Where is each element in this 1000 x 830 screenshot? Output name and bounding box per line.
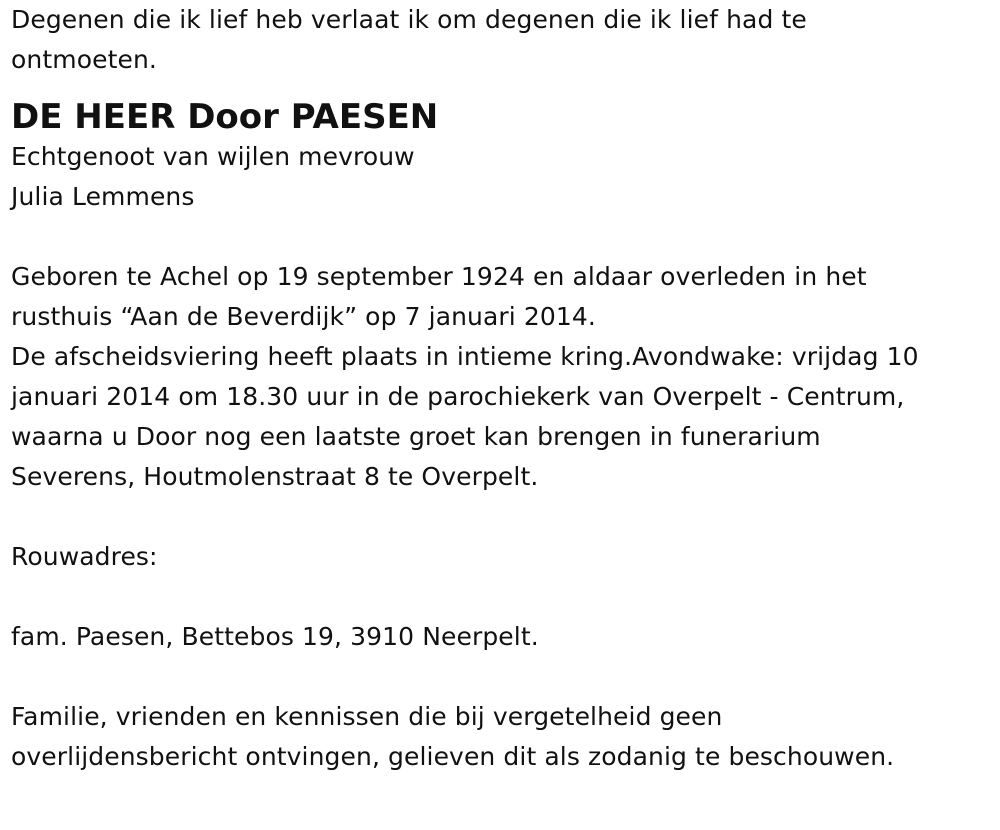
body-line: De afscheidsviering heeft plaats in intieme kring.Avondwake: vrijdag 10 xyxy=(11,342,919,371)
spouse-block xyxy=(11,137,991,217)
spouse-line: Echtgenoot van wijlen mevrouw xyxy=(11,142,415,171)
quote-line: Degenen die ik lief heb verlaat ik om degenen die ik lief had te xyxy=(11,5,807,34)
spouse-line: Julia Lemmens xyxy=(11,182,195,211)
spacer xyxy=(11,497,991,537)
closing-line: overlijdensbericht ontvingen, gelieven dit als zodanig te beschouwen. xyxy=(11,742,895,771)
address-line: fam. Paesen, Bettebos 19, 3910 Neerpelt. xyxy=(11,622,539,651)
body-line: rusthuis “Aan de Beverdijk” op 7 januari 2014. xyxy=(11,302,596,331)
address-label: Rouwadres: xyxy=(11,542,158,571)
obituary-document xyxy=(11,0,991,777)
body-line: waarna u Door nog een laatste groet kan brengen in funerarium xyxy=(11,422,821,451)
body-line: januari 2014 om 18.30 uur in de parochiekerk van Overpelt - Centrum, xyxy=(11,382,905,411)
spacer xyxy=(11,657,991,697)
closing-line: Familie, vrienden en kennissen die bij vergetelheid geen xyxy=(11,702,723,731)
spacer xyxy=(11,80,991,95)
body-line: Severens, Houtmolenstraat 8 te Overpelt. xyxy=(11,462,539,491)
quote-line: ontmoeten. xyxy=(11,45,157,74)
quote-block xyxy=(11,0,991,80)
deceased-name: DE HEER Door PAESEN xyxy=(11,97,439,137)
body-block xyxy=(11,257,991,497)
spacer xyxy=(11,217,991,257)
body-line: Geboren te Achel op 19 september 1924 en aldaar overleden in het xyxy=(11,262,867,291)
closing-block xyxy=(11,697,991,777)
spacer xyxy=(11,577,991,617)
